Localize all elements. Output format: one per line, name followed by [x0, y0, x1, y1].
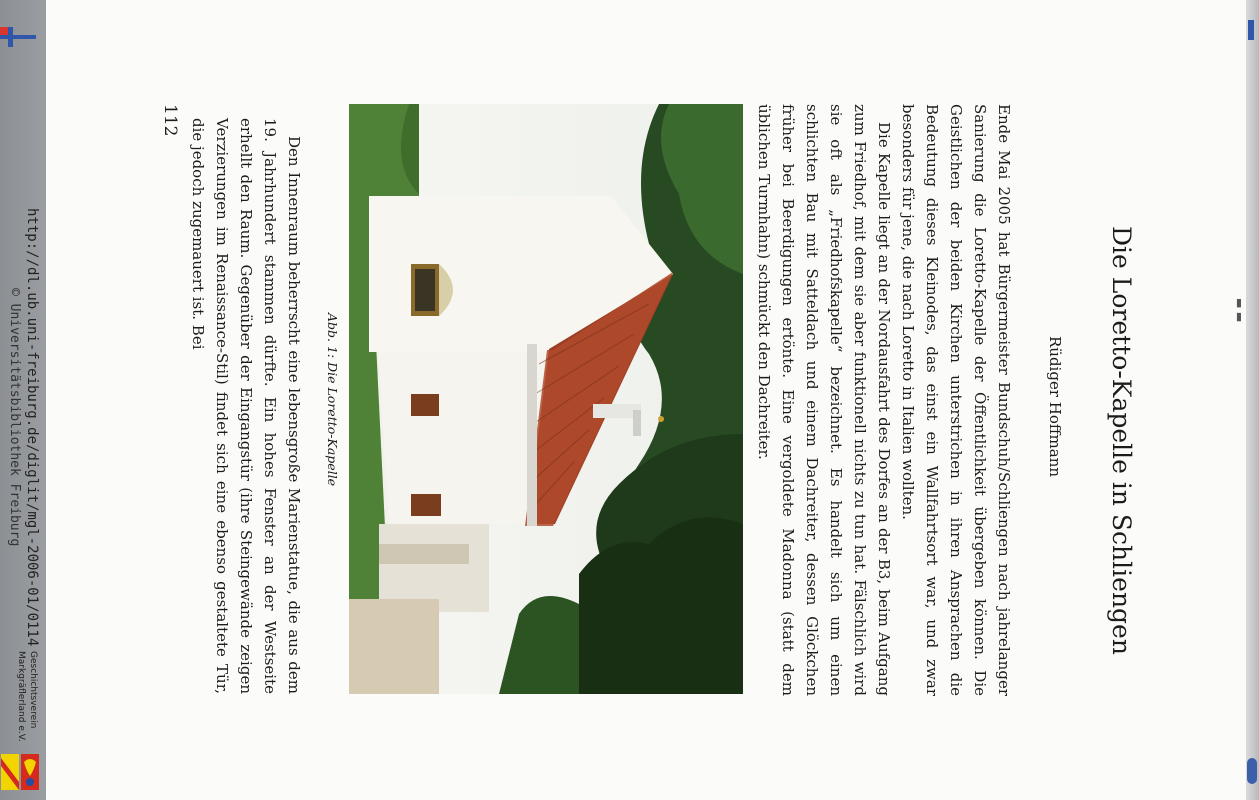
chapel-photo	[349, 104, 743, 694]
right-round-mark	[1247, 758, 1257, 784]
copyright-notice: © Universitätsbibliothek Freiburg	[7, 288, 22, 547]
body-text-upper	[752, 104, 1016, 696]
verein-crest-logo	[0, 752, 40, 792]
digital-library-url[interactable]: http://dl.ub.uni-freiburg.de/diglit/mgl-2006-01/0114	[24, 208, 40, 647]
left-viewer-strip	[0, 0, 46, 800]
verein-name-line1: Geschichtsverein	[28, 651, 38, 729]
figure-caption: Abb. 1: Die Loretto-Kapelle	[325, 313, 340, 487]
paragraph-2: Die Kapelle liegt an der Nordausfahrt des Dorfes an der B3, beim Aufgang zum Friedhof, mit dem sie aber funktionell nichts zu tun hat. Fälschlich wird sie oft als „Friedhofskapelle“ bezeichnet. Es handelt sich um einen schlichten Bau mit Satteldach und einem Dachreiter, dessen Glöckchen früher bei Beerdigungen ertönte. Eine vergoldete Madonna (statt dem üblichen Turmhahn) schmückt den Dachreiter.	[755, 104, 893, 696]
edge-mark-top: ▬ ▬	[1233, 298, 1246, 323]
page-number: 112	[160, 104, 180, 137]
verein-name-line2: Markgräflerland e.V.	[16, 651, 26, 742]
page-title: Die Loretto-Kapelle in Schliengen	[1107, 226, 1136, 655]
right-color-mark	[1248, 20, 1254, 40]
body-text-lower	[186, 118, 306, 694]
color-calibration-mark	[0, 22, 38, 48]
paragraph-3: Den Innenraum beherrscht eine lebensgroße Marienstatue, die aus dem 19. Jahrhundert stammen dürfte. Ein hohes Fenster an der Westseite erhellt den Raum. Gegenüber der Eingangstür (ihre Steingewände zeigen Verzierungen im Renaissance-Stil) findet sich eine ebenso gestaltete Tür, die jedoch zugemauert ist. Bei	[189, 118, 303, 694]
author-name: Rüdiger Hoffmann	[1046, 336, 1064, 478]
document-page	[46, 0, 1246, 800]
paragraph-1: Ende Mai 2005 hat Bürgermeister Bundschuh/Schliengen nach jahrelanger Sanierung die Loretto-Kapelle der Öffentlichkeit übergeben können. Die Geistlichen der beiden Kirchen unterstrichen in ihren Ansprachen die Bedeutung dieses Kleinodes, das einst ein Wallfahrtsort war, und zwar besonders für jene, die nach Loretto in Italien wollten.	[899, 104, 1013, 696]
right-viewer-strip	[1246, 0, 1259, 800]
